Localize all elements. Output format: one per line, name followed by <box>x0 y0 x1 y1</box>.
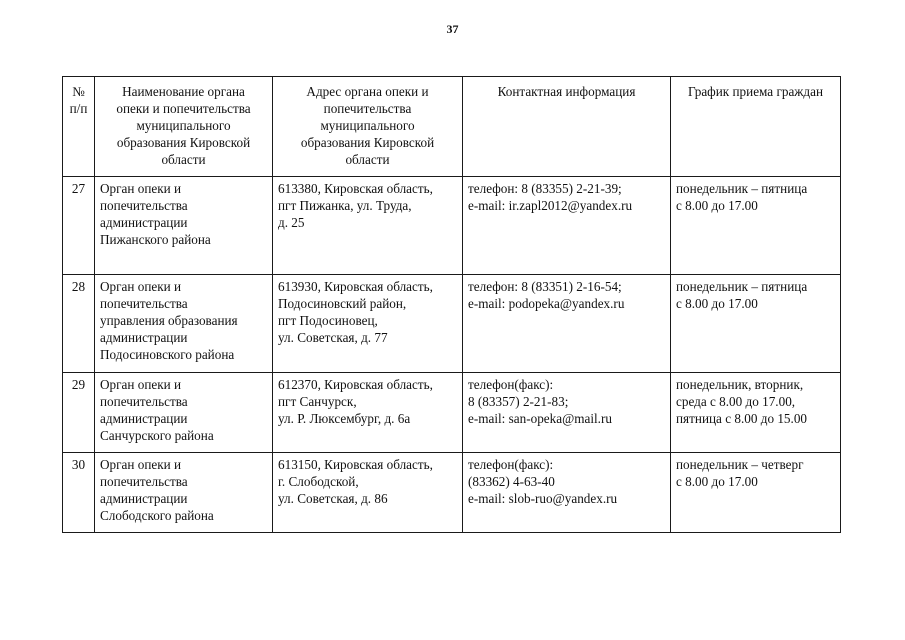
org-name: Орган опеки и попечительства администрации Слободского района <box>95 453 273 533</box>
table-row <box>63 373 841 453</box>
org-contact: телефон: 8 (83355) 2-21-39; e-mail: ir.zapl2012@yandex.ru <box>463 177 671 275</box>
org-name: Орган опеки и попечительства администрации Санчурского района <box>95 373 273 453</box>
org-name: Орган опеки и попечительства администрации Пижанского района <box>95 177 273 275</box>
header-contact: Контактная информация <box>463 77 671 177</box>
table-row <box>63 177 841 275</box>
header-number: № п/п <box>63 77 95 177</box>
org-contact: телефон: 8 (83351) 2-16-54; e-mail: podopeka@yandex.ru <box>463 275 671 373</box>
row-number: 27 <box>63 177 95 275</box>
org-name: Орган опеки и попечительства управления образования администрации Подосиновского района <box>95 275 273 373</box>
org-schedule: понедельник – четверг с 8.00 до 17.00 <box>671 453 841 533</box>
org-address: 613150, Кировская область, г. Слободской, ул. Советская, д. 86 <box>273 453 463 533</box>
header-address: Адрес органа опеки и попечительства муниципального образования Кировской области <box>273 77 463 177</box>
org-address: 612370, Кировская область, пгт Санчурск, ул. Р. Люксембург, д. 6а <box>273 373 463 453</box>
org-schedule: понедельник, вторник, среда с 8.00 до 17.00, пятница с 8.00 до 15.00 <box>671 373 841 453</box>
row-number: 29 <box>63 373 95 453</box>
header-schedule: График приема граждан <box>671 77 841 177</box>
org-address: 613930, Кировская область, Подосиновский район, пгт Подосиновец, ул. Советская, д. 77 <box>273 275 463 373</box>
table-row <box>63 453 841 533</box>
org-schedule: понедельник – пятница с 8.00 до 17.00 <box>671 275 841 373</box>
org-contact: телефон(факс): (83362) 4-63-40 e-mail: slob-ruo@yandex.ru <box>463 453 671 533</box>
table-row <box>63 275 841 373</box>
org-schedule: понедельник – пятница с 8.00 до 17.00 <box>671 177 841 275</box>
page-number: 37 <box>446 22 459 36</box>
header-org-name: Наименование органа опеки и попечительства муниципального образования Кировской области <box>95 77 273 177</box>
org-address: 613380, Кировская область, пгт Пижанка, ул. Труда, д. 25 <box>273 177 463 275</box>
row-number: 30 <box>63 453 95 533</box>
org-contact: телефон(факс): 8 (83357) 2-21-83; e-mail: san-opeka@mail.ru <box>463 373 671 453</box>
row-number: 28 <box>63 275 95 373</box>
guardianship-table <box>62 76 841 533</box>
table-header-row <box>63 77 841 177</box>
